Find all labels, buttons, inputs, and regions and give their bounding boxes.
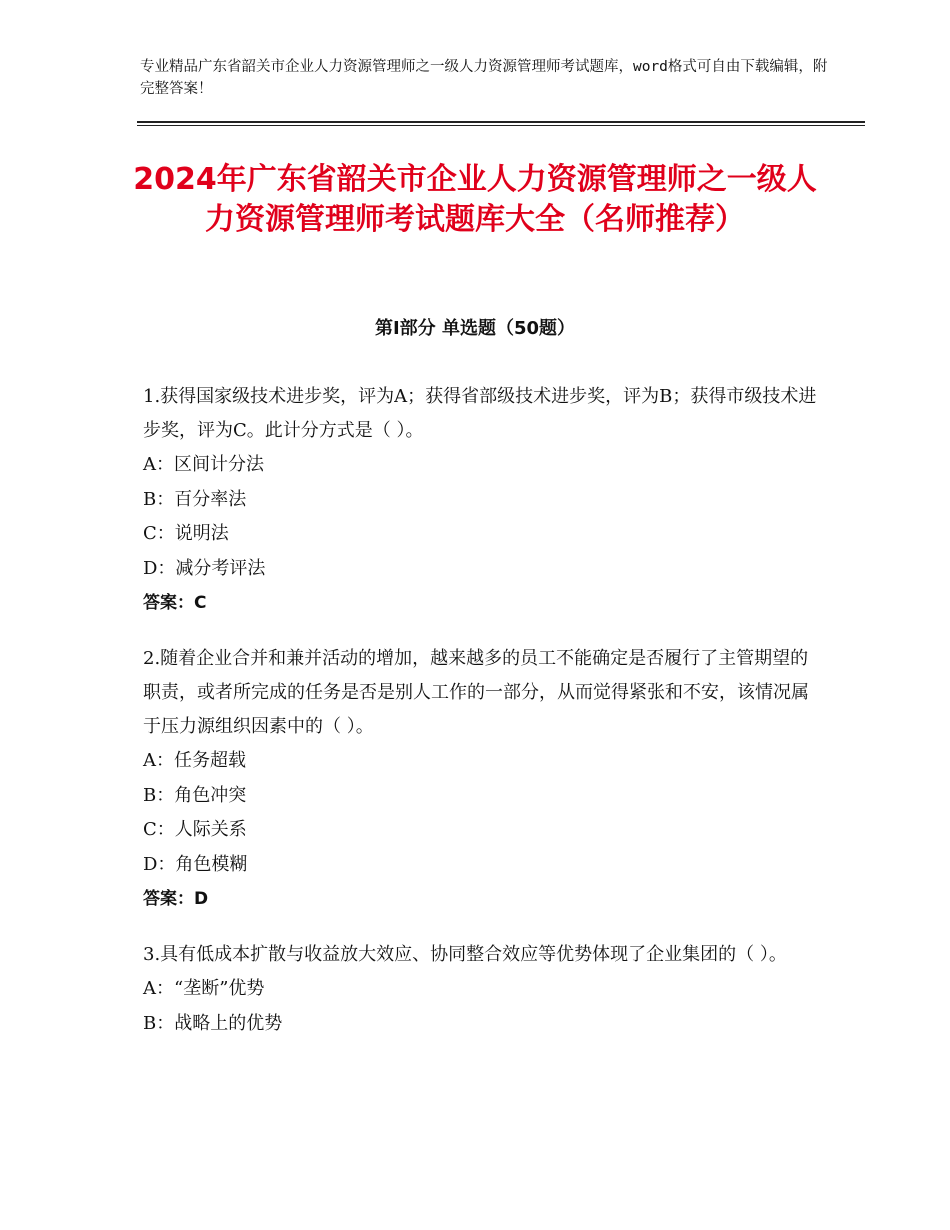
question-2 — [143, 642, 823, 916]
header-note: 专业精品广东省韶关市企业人力资源管理师之一级人力资源管理师考试题库，word格式可自由下载编辑，附完整答案！ — [140, 59, 828, 97]
option-c: C：说明法 — [143, 523, 229, 544]
option-b: B：角色冲突 — [143, 784, 247, 806]
question-text: 3.具有低成本扩散与收益放大效应、协同整合效应等优势体现了企业集团的（ ）。 — [143, 944, 787, 965]
header-divider-thick — [137, 121, 865, 123]
option-d: D：角色模糊 — [143, 853, 248, 875]
section-title: 第Ⅰ部分 单选题（50题） — [374, 318, 575, 339]
document-title: 2024年广东省韶关市企业人力资源管理师之一级人力资源管理师考试题库大全（名师推荐） — [133, 162, 817, 237]
option-b: B：百分率法 — [143, 488, 247, 510]
header-divider-thin — [137, 125, 865, 126]
question-text: 1.获得国家级技术进步奖，评为A；获得省部级技术进步奖，评为B；获得市级技术进步奖，评为C。此计分方式是（ ）。 — [143, 386, 817, 441]
option-a: A：“垄断”优势 — [143, 978, 265, 999]
answer-label: 答案：D — [143, 889, 209, 909]
option-a: A：区间计分法 — [143, 454, 264, 475]
option-d: D：减分考评法 — [143, 557, 266, 579]
question-list — [143, 380, 823, 1063]
question-3 — [143, 938, 823, 1041]
option-b: B：战略上的优势 — [143, 1012, 283, 1034]
question-text: 2.随着企业合并和兼并活动的增加，越来越多的员工不能确定是否履行了主管期望的职责，或者所完成的任务是否是别人工作的一部分，从而觉得紧张和不安，该情况属于压力源组织因素中的（ ）。 — [143, 648, 809, 737]
answer-label: 答案：C — [143, 593, 207, 613]
option-a: A：任务超载 — [143, 750, 246, 771]
option-c: C：人际关系 — [143, 819, 247, 840]
question-1 — [143, 380, 823, 620]
